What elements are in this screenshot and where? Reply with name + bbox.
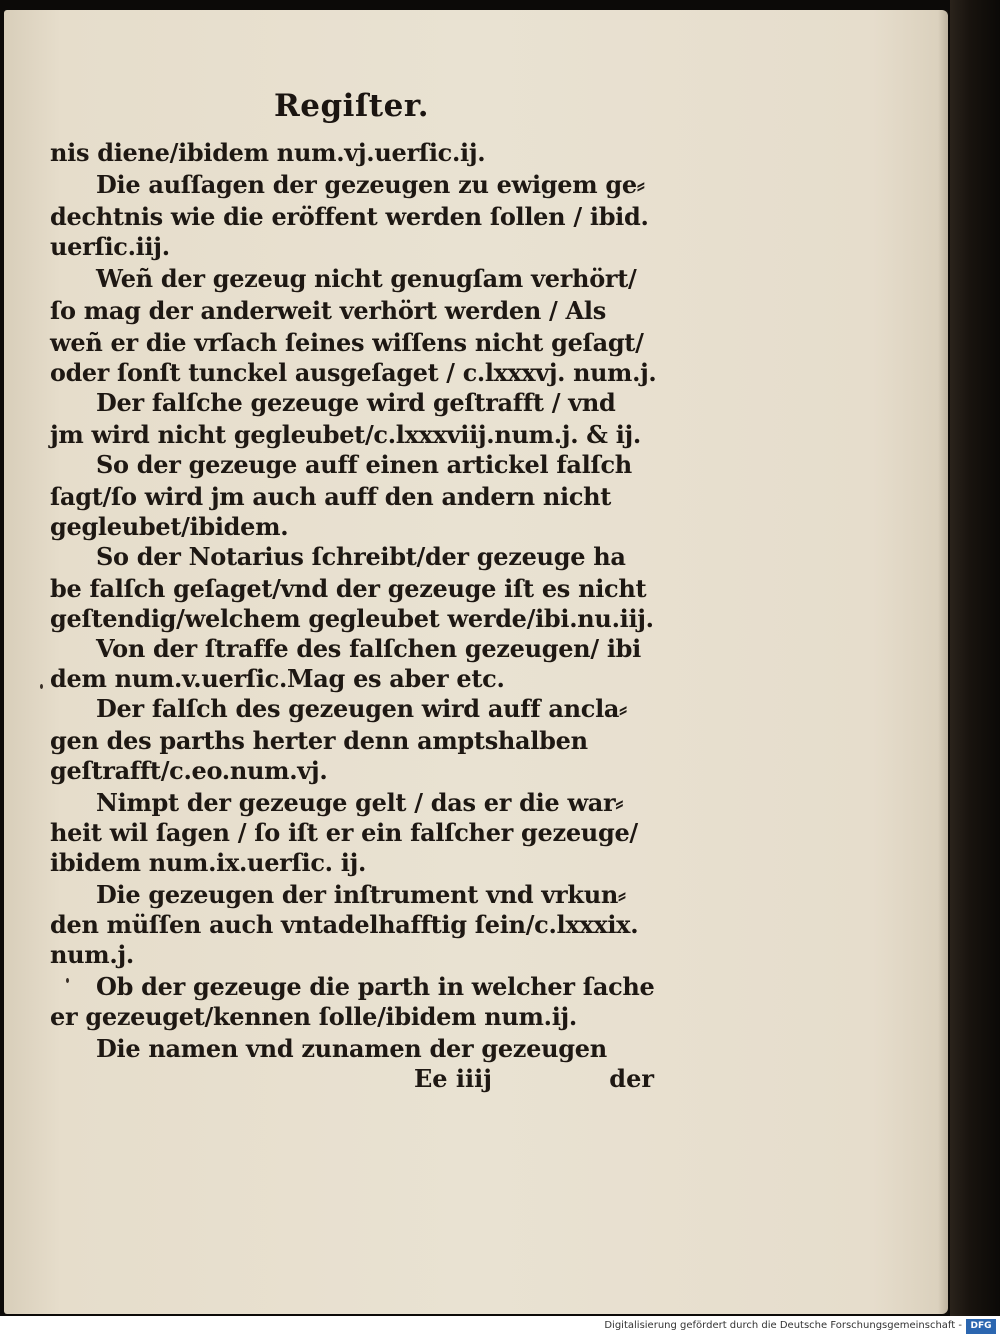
text-line: ſo mag der anderweit verhört werden / Als xyxy=(50,296,606,325)
text-line: Die gezeugen der inſtrument vnd vrkun⸗ xyxy=(96,880,626,909)
page-footer-marks xyxy=(414,1064,654,1096)
scan-edge-shadow xyxy=(950,0,1000,1316)
text-line: Die namen vnd zunamen der gezeugen xyxy=(96,1034,607,1063)
text-line: er gezeuget/kennen ſolle/ibidem num.ij. xyxy=(50,1002,577,1031)
text-line: ſagt/ſo wird jm auch auff den andern nicht xyxy=(50,482,612,511)
text-line: den müſſen auch vntadelhafftig ſein/c.lxxxix. xyxy=(50,910,639,939)
text-line: jm wird nicht gegleubet/c.lxxxviij.num.j. & ij. xyxy=(50,420,641,449)
text-line: gegleubet/ibidem. xyxy=(50,512,289,541)
text-line: nis diene/ibidem num.vj.uerſic.ij. xyxy=(50,138,486,167)
funding-credit: Digitalisierung gefördert durch die Deutsche Forschungsgemeinschaft - xyxy=(604,1320,962,1331)
text-line: geſtendig/welchem gegleubet werde/ibi.nu.iij. xyxy=(50,604,654,633)
catchword: der xyxy=(609,1064,654,1093)
text-line: uerſic.iij. xyxy=(50,232,170,261)
ink-speck xyxy=(66,978,69,983)
text-line: So der Notarius ſchreibt/der gezeuge ha xyxy=(96,542,626,571)
text-line: Nimpt der gezeuge gelt / das er die war⸗ xyxy=(96,788,624,817)
text-line: oder ſonſt tunckel ausgeſaget / c.lxxxvj. num.j. xyxy=(50,358,657,387)
book-page xyxy=(4,10,948,1314)
text-line: Der falſch des gezeugen wird auff ancla⸗ xyxy=(96,694,627,723)
text-line: dechtnis wie die eröffent werden ſollen / ibid. xyxy=(50,202,649,231)
text-line: weñ er die vrſach ſeines wiſſens nicht geſagt/ xyxy=(50,328,644,357)
text-line: So der gezeuge auff einen artickel falſch xyxy=(96,450,632,479)
text-line: heit wil ſagen / ſo iſt er ein falſcher gezeuge/ xyxy=(50,818,638,847)
ink-speck xyxy=(40,684,43,689)
text-line: geſtrafft/c.eo.num.vj. xyxy=(50,756,328,785)
text-line: Ob der gezeuge die parth in welcher ſache xyxy=(96,972,655,1001)
page-edge-shading xyxy=(938,10,948,1314)
running-head: Regiſter. xyxy=(274,88,430,124)
text-line: Weñ der gezeug nicht genugſam verhört/ xyxy=(96,264,637,293)
digitization-footer xyxy=(0,1316,1000,1338)
text-line: num.j. xyxy=(50,940,134,969)
text-line: gen des parths herter denn amptshalben xyxy=(50,726,588,755)
text-line: ibidem num.ix.uerſic. ij. xyxy=(50,848,367,877)
text-line: be falſch geſaget/vnd der gezeuge iſt es nicht xyxy=(50,574,647,603)
dfg-logo-icon: DFG xyxy=(966,1319,996,1334)
text-line: Von der ſtraffe des falſchen gezeugen/ ibi xyxy=(96,634,641,663)
text-line: dem num.v.uerſic.Mag es aber etc. xyxy=(50,664,505,693)
signature-mark: Ee iiij xyxy=(414,1064,492,1093)
text-line: Der falſche gezeuge wird geſtrafft / vnd xyxy=(96,388,616,417)
text-line: Die auſſagen der gezeugen zu ewigem ge⸗ xyxy=(96,170,645,199)
